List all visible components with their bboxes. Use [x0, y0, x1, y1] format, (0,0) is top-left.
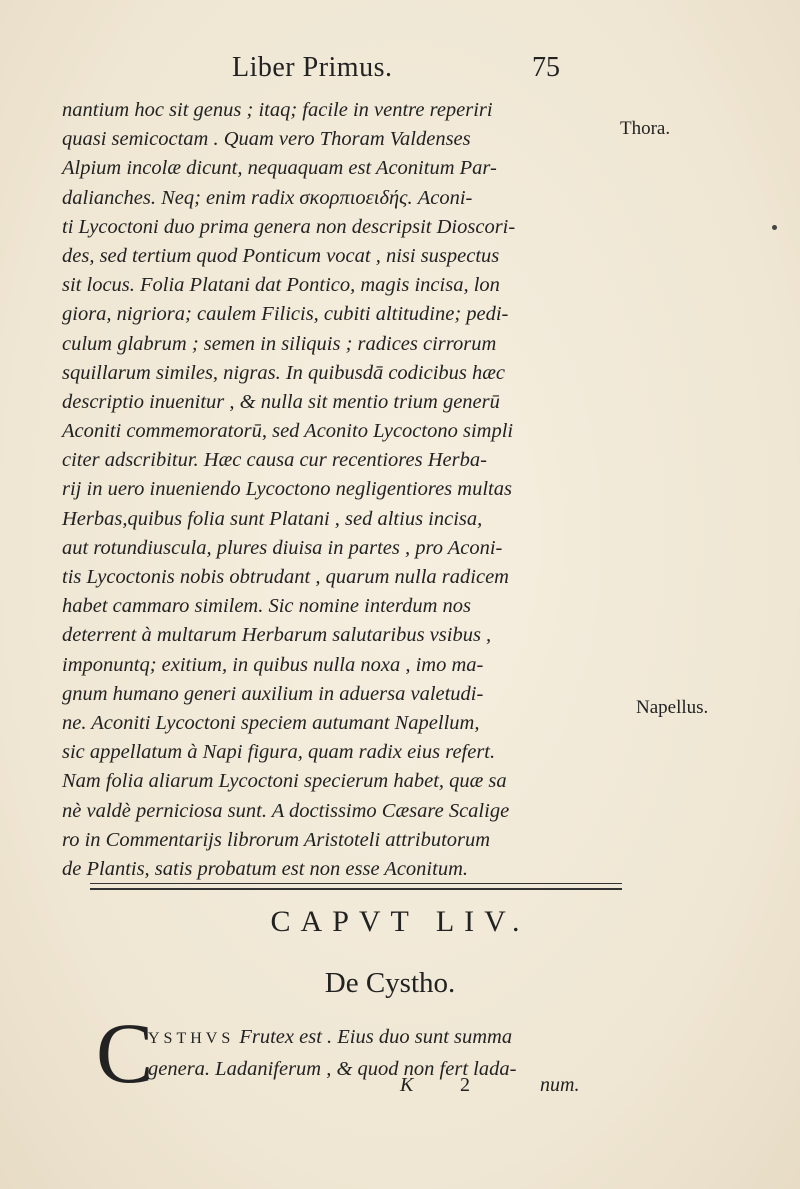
section-rule: [90, 883, 622, 884]
text-line: sit locus. Folia Platani dat Pontico, magis incisa, lon: [62, 274, 500, 297]
text-line: Herbas,quibus folia sunt Platani , sed altius incisa,: [62, 507, 483, 530]
ink-spot: [772, 225, 777, 230]
text-line: rij in uero inueniendo Lycoctono negligentiores multas: [62, 478, 512, 501]
running-header: [232, 52, 612, 92]
lead-word: YSTHVS: [148, 1030, 235, 1047]
page-number: 75: [532, 52, 560, 83]
page-footer: [400, 1074, 660, 1104]
text-line: des, sed tertium quod Ponticum vocat , nisi suspectus: [62, 244, 500, 267]
text-line: tis Lycoctonis nobis obtrudant , quarum nulla radicem: [62, 566, 509, 588]
signature-letter: K: [400, 1074, 414, 1096]
chapter-title: De Cystho.: [324, 967, 456, 999]
text-line: sic appellatum à Napi figura, quam radix eius refert.: [62, 741, 496, 764]
text-line: Frutex est . Eius duo sunt summa: [239, 1026, 513, 1048]
text-line: de Plantis, satis probatum est non esse Aconitum.: [62, 857, 468, 880]
text-line: gnum humano generi auxilium in aduersa valetudi-: [62, 682, 484, 705]
text-line: habet cammaro similem. Sic nomine interdum nos: [62, 595, 471, 618]
text-line: ne. Aconiti Lycoctoni speciem autumant Napellum,: [62, 711, 480, 734]
text-line: deterrent à multarum Herbarum salutaribus vsibus ,: [62, 624, 492, 647]
margin-note-thora: Thora.: [620, 118, 671, 139]
text-line: nantium hoc sit genus ; itaq; facile in ventre reperiri: [62, 99, 493, 121]
catchword: num.: [540, 1074, 580, 1096]
margin-note-napellus: Napellus.: [636, 697, 709, 718]
text-line: aut rotundiuscula, plures diuisa in partes , pro Aconi-: [62, 536, 503, 559]
chapter-heading: CAPVT LIV.: [270, 905, 530, 938]
text-line: imponuntq; exitium, in quibus nulla noxa , imo ma-: [62, 653, 484, 676]
section-rule: [90, 888, 622, 890]
text-line: genera. Ladaniferum , & quod non fert lada-: [148, 1058, 517, 1080]
text-line: giora, nigriora; caulem Filicis, cubiti altitudine; pedi-: [62, 303, 509, 326]
text-line: ti Lycoctoni duo prima genera non descripsit Dioscori-: [62, 215, 516, 238]
text-line: Nam folia aliarum Lycoctoni specierum habet, quæ sa: [62, 770, 507, 793]
text-line: nè valdè perniciosa sunt. A doctissimo Cæsare Scalige: [62, 799, 510, 822]
text-line: descriptio inuenitur , & nulla sit mentio trium generū: [62, 390, 500, 413]
text-line: Alpium incolæ dicunt, nequaquam est Aconitum Par-: [62, 157, 497, 180]
main-text-block: [62, 96, 622, 884]
text-line: squillarum similes, nigras. In quibusdā codicibus hæc: [62, 361, 506, 384]
text-line: quasi semicoctam . Quam vero Thoram Valdenses: [62, 128, 471, 151]
text-line: culum glabrum ; semen in siliquis ; radices cirrorum: [62, 332, 497, 355]
text-line: dalianches. Neq; enim radix σκορπιοειδής. Aconi-: [62, 186, 473, 209]
text-line: citer adscribitur. Hæc causa cur recentiores Herba-: [62, 449, 487, 472]
signature-number: 2: [460, 1074, 470, 1096]
text-line: Aconiti commemoratorū, sed Aconito Lycoctono simpli: [62, 420, 514, 443]
running-title: Liber Primus.: [232, 52, 393, 83]
drop-capital: C: [96, 1005, 154, 1101]
text-line: ro in Commentarijs librorum Aristoteli attributorum: [62, 828, 491, 851]
